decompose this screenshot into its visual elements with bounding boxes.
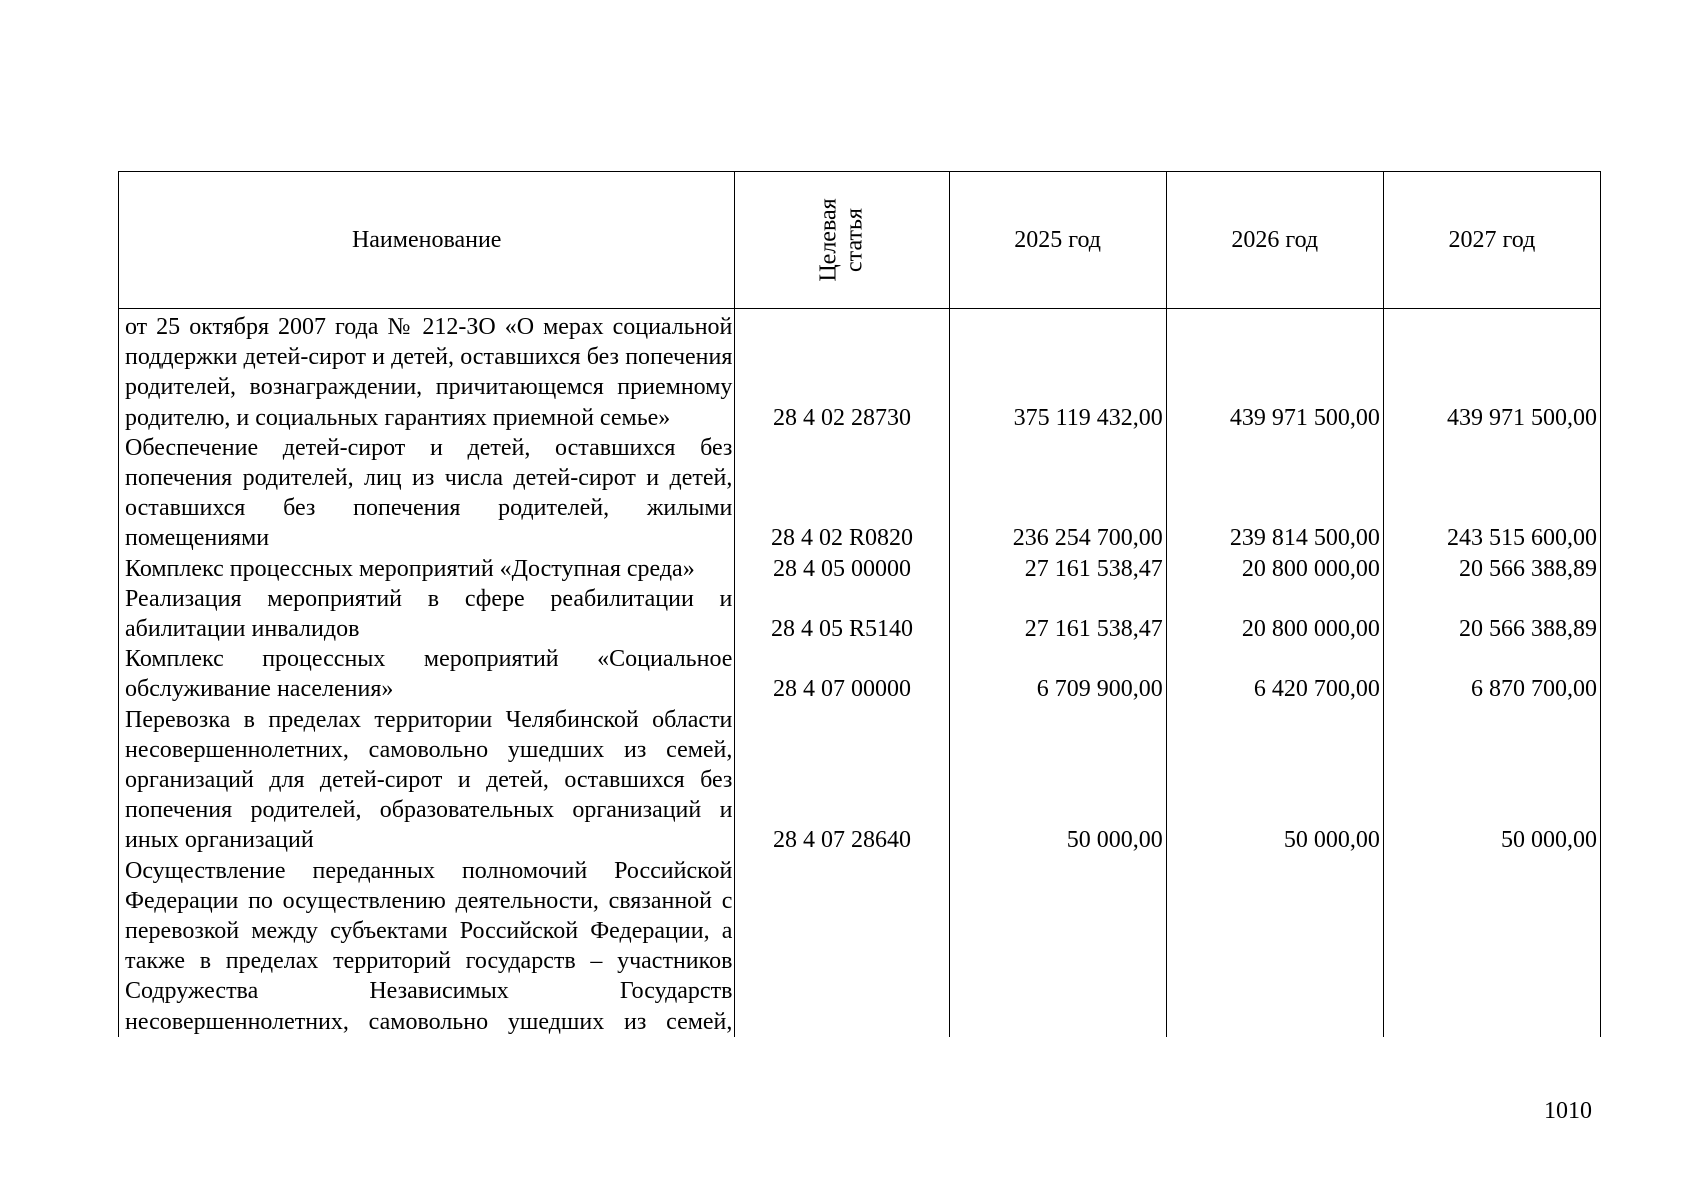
budget-table bbox=[118, 171, 1601, 1037]
row-amount-2027: 6 870 700,00 bbox=[1383, 644, 1600, 704]
row-amount-2026: 6 420 700,00 bbox=[1166, 644, 1383, 704]
row-amount-2026: 50 000,00 bbox=[1166, 705, 1383, 856]
row-amount-2025: 6 709 900,00 bbox=[949, 644, 1166, 704]
header-target-article bbox=[735, 172, 949, 309]
row-name: Осуществление переданных полномочий Российской Федерации по осуществлению деятельности, связанной с перевозкой между субъектами Российской Федерации, а также в пределах территорий государств – участников Содружества Независимых Государств несовершеннолетних, самовольно ушедших из семей, bbox=[119, 856, 735, 1037]
row-name: Обеспечение детей-сирот и детей, оставшихся без попечения родителей, лиц из числа детей-сирот и детей, оставшихся без попечения родителей, жилыми помещениями bbox=[119, 433, 735, 554]
row-amount-2027: 439 971 500,00 bbox=[1383, 309, 1600, 433]
row-amount-2025: 375 119 432,00 bbox=[949, 309, 1166, 433]
row-name: Комплекс процессных мероприятий «Доступная среда» bbox=[119, 554, 735, 584]
row-amount-2026: 20 800 000,00 bbox=[1166, 554, 1383, 584]
page-number: 1010 bbox=[1544, 1098, 1592, 1124]
table-row bbox=[119, 584, 1601, 644]
header-year-2027: 2027 год bbox=[1383, 172, 1600, 309]
table-row bbox=[119, 856, 1601, 1037]
header-year-2026: 2026 год bbox=[1166, 172, 1383, 309]
header-code-line1: Целевая bbox=[815, 197, 842, 282]
row-amount-2026 bbox=[1166, 856, 1383, 1037]
row-amount-2026: 439 971 500,00 bbox=[1166, 309, 1383, 433]
row-name: Комплекс процессных мероприятий «Социальное обслуживание населения» bbox=[119, 644, 735, 704]
row-amount-2025: 50 000,00 bbox=[949, 705, 1166, 856]
row-amount-2027: 20 566 388,89 bbox=[1383, 554, 1600, 584]
row-name: Перевозка в пределах территории Челябинской области несовершеннолетних, самовольно ушедших из семей, организаций для детей-сирот и детей, оставшихся без попечения родителей, образовательных организаций и иных организаций bbox=[119, 705, 735, 856]
row-name: Реализация мероприятий в сфере реабилитации и абилитации инвалидов bbox=[119, 584, 735, 644]
budget-table-container bbox=[118, 171, 1601, 1037]
row-code: 28 4 02 R0820 bbox=[735, 433, 949, 554]
table-row bbox=[119, 554, 1601, 584]
header-target-article-label bbox=[816, 198, 868, 281]
row-code bbox=[735, 856, 949, 1037]
table-row bbox=[119, 309, 1601, 433]
row-amount-2027 bbox=[1383, 856, 1600, 1037]
header-name: Наименование bbox=[119, 172, 735, 309]
table-header-row bbox=[119, 172, 1601, 309]
header-code-line2: статья bbox=[841, 207, 868, 272]
row-code: 28 4 05 R5140 bbox=[735, 584, 949, 644]
row-amount-2027: 243 515 600,00 bbox=[1383, 433, 1600, 554]
row-amount-2027: 20 566 388,89 bbox=[1383, 584, 1600, 644]
table-row bbox=[119, 644, 1601, 704]
row-amount-2027: 50 000,00 bbox=[1383, 705, 1600, 856]
row-amount-2025: 27 161 538,47 bbox=[949, 554, 1166, 584]
row-amount-2025: 236 254 700,00 bbox=[949, 433, 1166, 554]
row-code: 28 4 02 28730 bbox=[735, 309, 949, 433]
header-year-2025: 2025 год bbox=[949, 172, 1166, 309]
row-amount-2026: 239 814 500,00 bbox=[1166, 433, 1383, 554]
table-row bbox=[119, 705, 1601, 856]
row-amount-2026: 20 800 000,00 bbox=[1166, 584, 1383, 644]
table-row bbox=[119, 433, 1601, 554]
row-code: 28 4 05 00000 bbox=[735, 554, 949, 584]
row-code: 28 4 07 28640 bbox=[735, 705, 949, 856]
row-code: 28 4 07 00000 bbox=[735, 644, 949, 704]
row-name: от 25 октября 2007 года № 212-ЗО «О мерах социальной поддержки детей-сирот и детей, оставшихся без попечения родителей, вознаграждении, причитающемся приемному родителю, и социальных гарантиях приемной семье» bbox=[119, 309, 735, 433]
row-amount-2025 bbox=[949, 856, 1166, 1037]
row-amount-2025: 27 161 538,47 bbox=[949, 584, 1166, 644]
